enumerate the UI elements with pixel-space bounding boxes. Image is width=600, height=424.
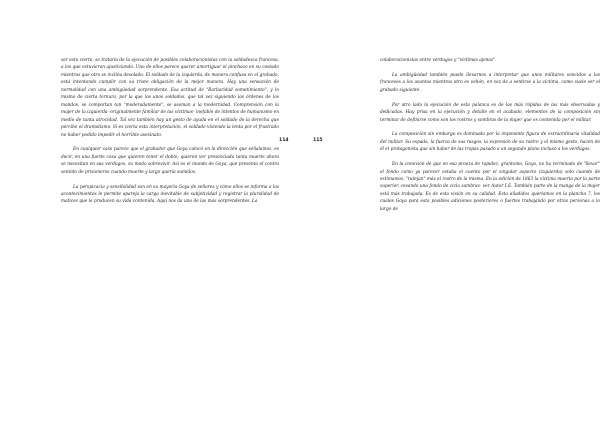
right-paragraph-3: Por otro lado la ejecución de esta palanca es de las más rápidas de las más observadas y dedicadas. Hay prisa en la ejecución y detalle en el acabado, elementos de la composición sin terminar de definirse como son los rostros y sombras de la mujer que es contenida por el militar. — [380, 102, 600, 123]
left-paragraph-2: En cualquier caso parece que el grabador que Goya colocó en la dirección que señalamos, es decir, en una fuerte cosa que quieren tener el doble; quieren ver presenciada tanta muerte ahora se necesitan en sus verdugos, su modo sobrevivir. Así es el mundo de Goya, que presenta el contra sentido de prisioneros cuando muerte y largo quería sumidos. — [61, 147, 279, 175]
right-paragraph-5: En la conexión de que en esa proeza de rapidez, grantomo, Goya, no ha terminado de "llevar" el fondo como ya parecer estaba el cuento por el singular aspecto (izquierda) solo cuando de estimamos, "tutejan" más el rostro de la misma. En la edición de 1863 la víctima muerta por la parte superior, cesando una fondo de ciclo sombras- ver Autor I-E. También parte de la manga de la mujer está más trabajada. Es de esta visión en su calidad. Esta añadidos queríamos en la plancha 7, los cuales Goya para esta posibles adiciones posteriores o fuertes trabajando por otras personas a lo largo de — [380, 162, 600, 212]
left-text-column — [61, 57, 279, 206]
right-paragraph-4: La composición sin embargo es dominada por la imponente figura de extraordinaria vitalidad del militar. Su espada, la fuerza de sus rasgos, la expresión de su rostro y el mismo gesto, hacen de él el protagonista que sin haber de las tropas pasado a un segundo plano incluso a los verdugos. — [380, 132, 600, 153]
right-paragraph-1: colaboracionistas entre verdugos y "víctimas ajenas". — [380, 58, 497, 63]
right-paragraph-2: La ambigüedad también puede llevarnos a interpretar que unos militares vencidos a los franceses a los asuntos mientras otro es vehón, en vez de a sentirse a la víctima, como suele ser el grabado siguiente. — [380, 72, 600, 93]
left-paragraph-3: La perspicacia y sensibilidad son en su mayoría Goya de señores y cómo ellos se informa a los acontecimientos le permite apareja la carga inevitable de subjetividad y registrar la pluralidad de matices que le producen su vida contenida. Aquí nos da uno de las más sorprendentes. La — [61, 184, 279, 205]
right-page — [300, 0, 600, 424]
right-text-column — [380, 57, 600, 213]
left-paragraph-1: ser esto cierto, se trataría de la ejecución de posibles colaboracionistas con la soldadesca francesa, a los que estuvieran ajusticiando. Uno de ellos parece querer amortiguar el pinchazo en su costado mientras que otro se inclina desolado. El soldado de la izquierda, de manera confusa en el grabado, está intentando cumplir con su triste obligación de la mejor manera. Hay una sensación de normalidad con una ambigüedad sorprendente. Esa actitud de "Barbaridad sometimiento", y lo mismo de cierta ternura, por la que los unos soldados, que tal vez siguiendo las órdenes de los mandos, se comportan tan "moderadamente", se asoman a la modernidad. Comprensión con la mujer de la izquierda -originalmente familiar de las víctimas- inefable de intentos de humanismo en medio de tanta atrocidad. Tal vez también hay un gesto de ayuda en el soldado de la derecha que percibe el dramatismo. Si es cierta esta interpretación, el soldado viviendo la lenta por el frustrado no haber podido impedir el horrible asesinato. — [61, 58, 279, 138]
left-page-number: 114 — [279, 138, 289, 143]
right-page-number: 115 — [313, 138, 323, 143]
